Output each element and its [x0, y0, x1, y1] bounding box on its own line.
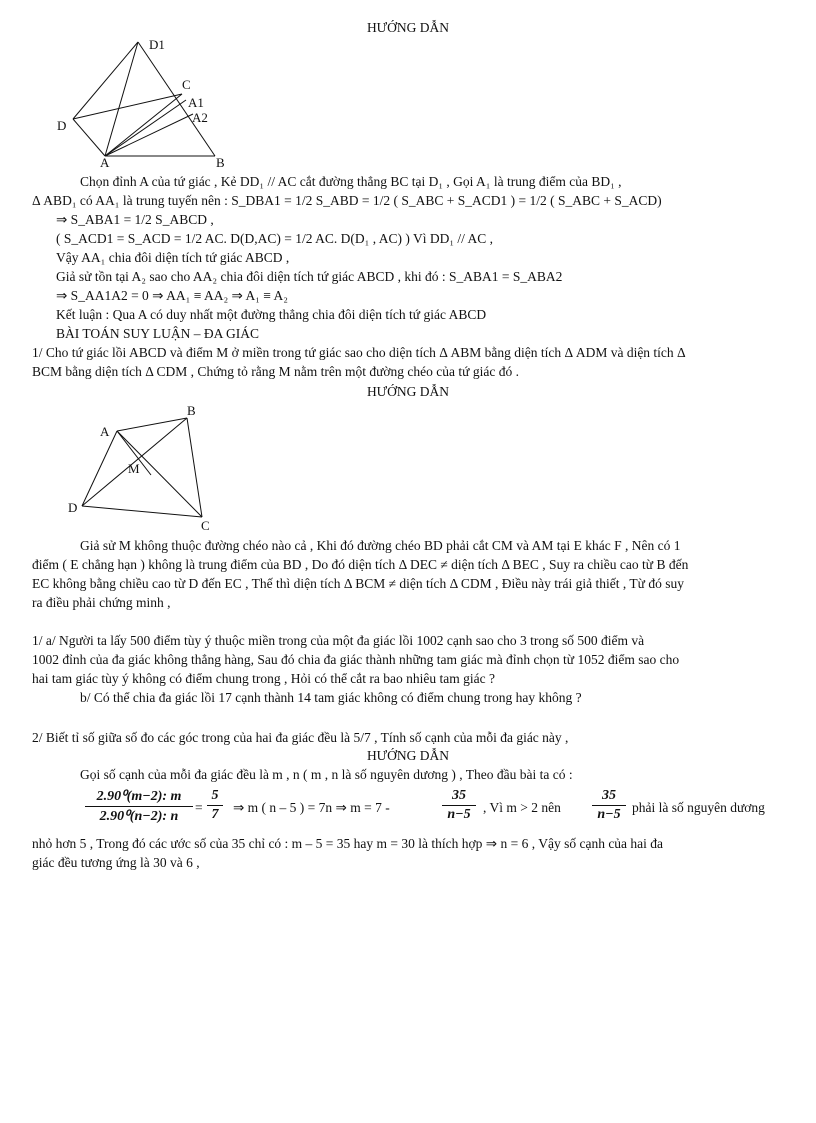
- section-heading: BÀI TOÁN SUY LUẬN – ĐA GIÁC: [56, 326, 260, 341]
- sol2-line: EC không bằng chiều cao từ D đến EC , Thế thì diện tích Δ BCM ≠ diện tích Δ CDM , Điều này trái giả thiết , Từ đó suy: [32, 576, 684, 591]
- sol3-end-line: nhỏ hơn 5 , Trong đó các ước số của 35 chỉ có : m – 5 = 35 hay m = 30 là thích hợp ⇒ n = 6 , Vậy số cạnh của hai đa: [32, 836, 664, 851]
- formula-implication: ⇒ m ( n – 5 ) = 7n ⇒ m = 7 -: [233, 800, 390, 815]
- sol1-line: Chọn đỉnh A của tứ giác , Kẻ DD₁ // AC cắt đường thẳng BC tại D₁ , Gọi A₁ là trung điểm của BD₁ ,: [80, 174, 622, 189]
- rhs-numerator: 5: [211, 788, 219, 803]
- frac2-numerator: 35: [452, 788, 466, 803]
- formula-condition: , Vì m > 2 nên: [483, 800, 561, 815]
- frac2-denominator: n−5: [447, 807, 471, 822]
- sol1-line: Giả sử tồn tại A₂ sao cho AA₂ chia đôi diện tích tứ giác ABCD , khi đó : S_ABA1 = S_ABA2: [56, 269, 563, 284]
- problem-1-line: 1/ Cho tứ giác lồi ABCD và điểm M ở miền trong tứ giác sao cho diện tích Δ ABM bằng diện tích Δ ADM và diện tích Δ: [32, 345, 686, 360]
- sol1-line: Kết luận : Qua A có duy nhất một đường thẳng chia đôi diện tích tứ giác ABCD: [56, 307, 487, 322]
- label-M: M: [128, 461, 140, 476]
- formula-fraction-3: [592, 788, 626, 823]
- label-D1: D1: [149, 37, 165, 52]
- sol3-end-line: giác đều tương ứng là 30 và 6 ,: [32, 855, 200, 870]
- sol3-intro: Gọi số cạnh của mỗi đa giác đều là m , n ( m , n là số nguyên dương ) , Theo đầu bài ta có :: [80, 767, 573, 782]
- label-D: D: [68, 500, 78, 515]
- rhs-denominator: 7: [211, 807, 219, 822]
- label-A: A: [100, 424, 110, 439]
- formula-denominator: 2.90⁰(n−2): n: [99, 809, 179, 824]
- sol1-line: ⇒ S_ABA1 = 1/2 S_ABCD ,: [56, 212, 214, 227]
- problem-2-line: 1002 đỉnh của đa giác không thẳng hàng, Sau đó chia đa giác thành những tam giác mà đỉnh chọn từ 1052 điểm sao cho: [32, 652, 680, 667]
- formula-rhs-fraction: [207, 788, 223, 823]
- label-B: B: [187, 403, 196, 418]
- label-A1: A1: [188, 95, 204, 110]
- problem-1-line: BCM bằng diện tích Δ CDM , Chứng tỏ rằng M nằm trên một đường chéo của tứ giác đó .: [32, 364, 519, 379]
- problem-2-line: b/ Có thể chia đa giác lồi 17 cạnh thành 14 tam giác không có điểm chung trong hay không ?: [80, 690, 582, 705]
- problem-2-line: hai tam giác tùy ý không có điểm chung trong , Hỏi có thể cắt ra bao nhiêu tam giác ?: [32, 671, 495, 686]
- sol1-line: Vậy AA₁ chia đôi diện tích tứ giác ABCD ,: [56, 250, 290, 265]
- problem-2-line: 1/ a/ Người ta lấy 500 điểm tùy ý thuộc miền trong của một đa giác lồi 1002 cạnh sao cho 3 trong số 500 điểm và: [32, 633, 645, 648]
- sol2-line: điểm ( E chẳng hạn ) không là trung điểm của BD , Do đó diện tích Δ DEC ≠ diện tích Δ BEC , Suy ra chiều cao từ B đến: [32, 557, 689, 572]
- formula-main-fraction: [85, 788, 193, 825]
- formula-tail: phải là số nguyên dương: [632, 800, 765, 815]
- sol2-line: ra điều phải chứng minh ,: [32, 595, 171, 610]
- frac3-denominator: n−5: [597, 807, 621, 822]
- fraction-bar: [207, 805, 223, 806]
- frac3-numerator: 35: [602, 788, 616, 803]
- formula-fraction-2: [442, 788, 476, 823]
- sol1-line: ⇒ S_AA1A2 = 0 ⇒ AA₁ ≡ AA₂ ⇒ A₁ ≡ A₂: [56, 288, 288, 303]
- label-C: C: [182, 77, 191, 92]
- figure-quadrilateral-2: [60, 400, 260, 540]
- equals-sign: =: [195, 800, 203, 815]
- sol1-line: Δ ABD₁ có AA₁ là trung tuyến nên : S_DBA1 = 1/2 S_ABD = 1/2 ( S_ABC + S_ACD1 ) = 1/2 ( S_ABC + S_ACD): [32, 193, 662, 208]
- figure-quadrilateral-1: [50, 36, 310, 176]
- problem-3: 2/ Biết tỉ số giữa số đo các góc trong của hai đa giác đều là 5/7 , Tính số cạnh của mỗi đa giác này ,: [32, 730, 569, 745]
- formula-numerator: 2.90⁰(m−2): m: [96, 789, 182, 804]
- fraction-bar: [442, 805, 476, 806]
- sol1-line: ( S_ACD1 = S_ACD = 1/2 AC. D(D,AC) = 1/2 AC. D(D₁ , AC) ) Vì DD₁ // AC ,: [56, 231, 494, 246]
- label-A2: A2: [192, 110, 208, 125]
- label-B: B: [216, 155, 225, 170]
- fraction-bar: [85, 806, 193, 807]
- label-C: C: [201, 518, 210, 533]
- guide-heading: HƯỚNG DẪN: [366, 384, 450, 399]
- label-A: A: [100, 155, 110, 170]
- sol2-line: Giả sử M không thuộc đường chéo nào cả , Khi đó đường chéo BD phải cắt CM và AM tại E khác F , Nên có 1: [80, 538, 681, 553]
- guide-heading: HƯỚNG DẪN: [366, 748, 450, 763]
- fraction-bar: [592, 805, 626, 806]
- page-title: HƯỚNG DẪN: [366, 20, 450, 35]
- label-D: D: [57, 118, 67, 133]
